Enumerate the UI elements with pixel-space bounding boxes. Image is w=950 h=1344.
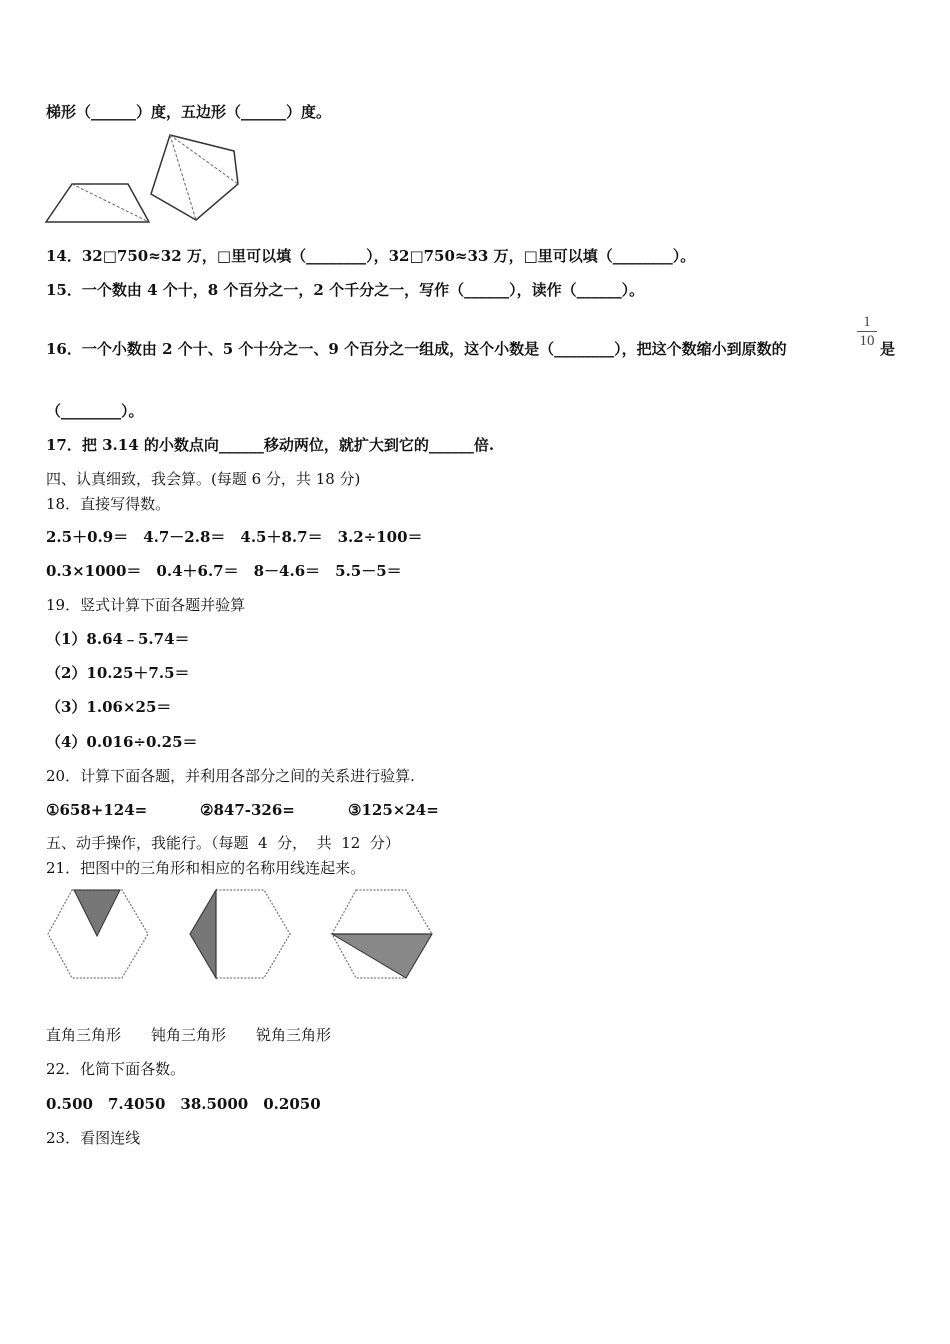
trapezoid-diagonal — [72, 184, 149, 222]
trapezoid-shape — [46, 184, 149, 222]
q14: 14．32□750≈32 万，□里可以填（________），32□750≈33 万，□里可以填（________）。 — [46, 247, 696, 265]
pentagon-diagonal-2 — [170, 135, 238, 184]
q20-item-1: ①658+124= — [46, 801, 148, 819]
q19: 19．竖式计算下面各题并验算 — [46, 596, 246, 614]
q19-item-4: （4）0.016÷0.25＝ — [46, 733, 198, 751]
q13-tail: 梯形（______）度，五边形（______）度。 — [46, 103, 332, 121]
q19-item-2: （2）10.25＋7.5＝ — [46, 664, 190, 682]
pentagon-shape — [151, 135, 238, 220]
q20: 20．计算下面各题，并利用各部分之间的关系进行验算. — [46, 767, 415, 785]
fraction-numerator: 1 — [863, 314, 871, 330]
q18: 18．直接写得数。 — [46, 495, 171, 513]
acute-triangle-shaded — [74, 890, 120, 936]
q21-names: 直角三角形 钝角三角形 锐角三角形 — [46, 1026, 332, 1044]
q22-numbers: 0.500 7.4050 38.5000 0.2050 — [46, 1095, 321, 1113]
q16-part3: （________）。 — [46, 402, 144, 420]
q19-item-1: （1）8.64﹣5.74＝ — [46, 630, 190, 648]
q20-item-2: ②847-326= — [200, 801, 295, 819]
section-five-heading: 五、动手操作，我能行。（每题 4 分， 共 12 分） — [46, 834, 400, 852]
q20-item-3: ③125×24= — [348, 801, 439, 819]
fraction-denominator: 10 — [859, 333, 875, 349]
q21: 21．把图中的三角形和相应的名称用线连起来。 — [46, 859, 366, 877]
hexagons-figure — [44, 884, 444, 984]
obtuse-triangle-shaded — [332, 934, 432, 978]
q18-row1: 2.5＋0.9＝ 4.7－2.8＝ 4.5＋8.7＝ 3.2÷100＝ — [46, 528, 423, 546]
q19-item-3: （3）1.06×25＝ — [46, 698, 172, 716]
q18-row2: 0.3×1000＝ 0.4＋6.7＝ 8－4.6＝ 5.5－5＝ — [46, 562, 402, 580]
q16-part1: 16．一个小数由 2 个十、5 个十分之一、9 个百分之一组成，这个小数是（________），把这个数缩小到原数的 — [46, 340, 787, 358]
section-four-heading: 四、认真细致，我会算。(每题 6 分，共 18 分) — [46, 470, 361, 488]
q22: 22．化简下面各数。 — [46, 1060, 186, 1078]
q23: 23．看图连线 — [46, 1129, 141, 1147]
q15: 15．一个数由 4 个十，8 个百分之一，2 个千分之一，写作（______），读作（______）。 — [46, 281, 645, 299]
q17: 17．把 3.14 的小数点向______移动两位，就扩大到它的______倍. — [46, 436, 495, 454]
trapezoid-pentagon-figure — [44, 130, 244, 226]
right-triangle-shaded — [190, 890, 216, 978]
q16-part2: 是 — [880, 340, 896, 358]
fraction-one-tenth — [857, 314, 877, 349]
